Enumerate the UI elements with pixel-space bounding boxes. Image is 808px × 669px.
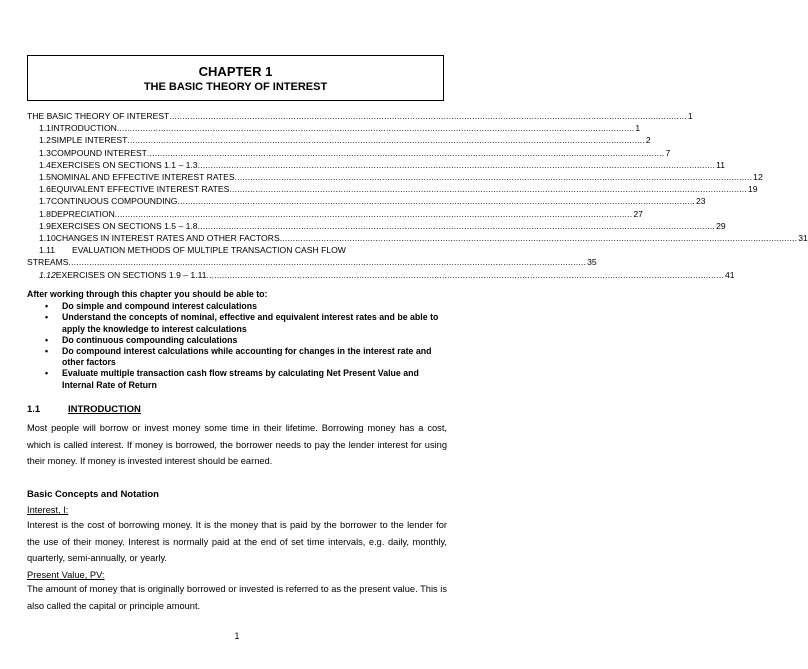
toc-number: 1.8 (39, 208, 51, 219)
bullet-icon: • (45, 346, 49, 357)
toc-number: 1.6 (39, 184, 51, 195)
bullet-icon: • (45, 312, 49, 323)
learning-objectives (27, 289, 447, 391)
toc-number: 1.9 (39, 220, 51, 231)
toc-title: CHANGES IN INTEREST RATES AND OTHER FACTORS (55, 233, 280, 244)
toc-page: 29 (716, 220, 726, 231)
toc-page: 2 (645, 135, 651, 146)
objectives-list (27, 301, 447, 391)
toc-leader-dots: ........................................................................................................................................................................................................ (127, 135, 645, 146)
toc-leader-dots: ........................................................................................................................................................................................................ (68, 257, 587, 268)
objective-text: Do compound interest calculations while accounting for changes in the interest rate and other factors (62, 346, 432, 368)
objective-text: Do continuous compounding calculations (62, 334, 238, 345)
bullet-icon: • (45, 301, 49, 312)
objectives-intro: After working through this chapter you should be able to: (27, 289, 268, 299)
chapter-subheading: THE BASIC THEORY OF INTEREST (143, 81, 328, 93)
toc-number: 1.3 (39, 147, 51, 158)
toc-title: INTRODUCTION (50, 123, 117, 134)
toc-page: 23 (696, 196, 706, 207)
interest-paragraph: Interest is the cost of borrowing money. It is the money that is paid by the borrower to the lender for the use of their money. Interest is normally paid at the end of set time intervals, e.g. daily, monthly, quarterly, semi-annually, or yearly. (27, 520, 447, 564)
toc-title: STREAMS (27, 257, 69, 268)
toc-page: 11 (716, 159, 726, 170)
toc-number: 1.2 (39, 135, 51, 146)
toc-number: 1.11 (39, 245, 56, 256)
toc-row (27, 122, 641, 134)
toc-row (27, 208, 643, 220)
toc-leader-dots: ........................................................................................................................................................................................................ (197, 159, 716, 170)
toc-row (27, 110, 693, 122)
toc-number: 1.7 (39, 196, 51, 207)
toc-row (27, 171, 763, 183)
toc-row (27, 232, 808, 244)
interest-term: Interest, I: (27, 505, 69, 515)
toc-number: 1.5 (39, 172, 51, 183)
toc-leader-dots: ........................................................................................................................................................................................................ (279, 233, 798, 244)
toc-row (27, 244, 444, 256)
toc-page: 12 (753, 172, 763, 183)
toc-title: DEPRECIATION (50, 208, 115, 219)
table-of-contents (27, 110, 808, 281)
toc-page: 1 (687, 111, 693, 121)
section-label: INTRODUCTION (68, 404, 141, 415)
objective-item (27, 301, 447, 312)
toc-leader-dots: ........................................................................................................................................................................................................ (146, 147, 665, 158)
toc-row (27, 269, 735, 281)
toc-leader-dots: ........................................................................................................................................................................................................ (177, 196, 696, 207)
toc-leader-dots: ........................................................................................................................................................................................................ (229, 184, 747, 195)
toc-row (27, 134, 651, 146)
objective-item (27, 312, 447, 334)
toc-title: NOMINAL AND EFFECTIVE INTEREST RATES (50, 172, 235, 183)
toc-title: EXERCISES ON SECTIONS 1.9 – 1.11 (55, 269, 207, 280)
toc-title: COMPOUND INTEREST (50, 147, 147, 158)
toc-leader-dots: ........................................................................................................................................................................................................ (169, 111, 687, 121)
bullet-icon: • (45, 334, 49, 345)
toc-number: 1.12 (39, 269, 56, 280)
present-value-paragraph: The amount of money that is originally borrowed or invested is referred to as the present value. This is also called the capital or principle amount. (27, 584, 447, 611)
section-heading (27, 404, 141, 415)
objective-item (27, 335, 447, 346)
toc-leader-dots: ........................................................................................................................................................................................................ (234, 172, 753, 183)
toc-row (27, 183, 758, 195)
toc-page: 35 (587, 257, 597, 268)
toc-title: EQUIVALENT EFFECTIVE INTEREST RATES (50, 184, 230, 195)
toc-leader-dots: ........................................................................................................................................................................................................ (116, 123, 635, 134)
toc-leader-dots: ........................................................................................................................................................................................................ (206, 269, 725, 280)
toc-page: 41 (725, 269, 735, 280)
toc-row (27, 159, 726, 171)
toc-row (27, 195, 706, 207)
toc-title: EXERCISES ON SECTIONS 1.1 – 1.3 (50, 159, 198, 170)
toc-page: 27 (633, 208, 643, 219)
objective-text: Do simple and compound interest calculations (62, 301, 258, 312)
objective-text: Evaluate multiple transaction cash flow streams by calculating Net Present Value and Internal Rate of Return (62, 368, 419, 390)
intro-paragraph: Most people will borrow or invest money some time in their lifetime. Borrowing money has a cost, which is called interest. If money is borrowed, the borrower needs to pay the lender interest for using their money. If money is invested interest should be earned. (27, 423, 447, 467)
toc-page: 7 (665, 147, 671, 158)
toc-title: EVALUATION METHODS OF MULTIPLE TRANSACTION CASH FLOW (72, 245, 346, 256)
toc-title: CONTINUOUS COMPOUNDING (50, 196, 178, 207)
toc-number: 1.4 (39, 159, 51, 170)
toc-title: SIMPLE INTEREST (50, 135, 128, 146)
toc-row (27, 256, 597, 268)
basic-concepts-heading: Basic Concepts and Notation (27, 489, 159, 500)
chapter-title-box (27, 55, 444, 101)
toc-row (27, 220, 726, 232)
toc-page: 19 (747, 184, 758, 195)
present-value-term: Present Value, PV: (27, 570, 105, 580)
toc-title: THE BASIC THEORY OF INTEREST (27, 111, 170, 121)
toc-number: 1.1 (39, 123, 51, 134)
objective-item (27, 368, 447, 390)
page-number: 1 (234, 631, 240, 641)
toc-leader-dots: ........................................................................................................................................................................................................ (197, 220, 716, 231)
bullet-icon: • (45, 368, 49, 379)
toc-page: 1 (635, 123, 641, 134)
chapter-heading: CHAPTER 1 (198, 64, 273, 79)
section-number: 1.1 (27, 404, 41, 415)
objective-text: Understand the concepts of nominal, effective and equivalent interest rates and be able to apply the knowledge to interest calculations (62, 312, 439, 334)
toc-title: EXERCISES ON SECTIONS 1.5 – 1.8 (50, 220, 198, 231)
toc-row (27, 147, 671, 159)
toc-leader-dots: ........................................................................................................................................................................................................ (114, 208, 633, 219)
toc-number: 1.10 (39, 233, 56, 244)
objective-item (27, 346, 447, 368)
toc-page: 31 (798, 233, 808, 244)
